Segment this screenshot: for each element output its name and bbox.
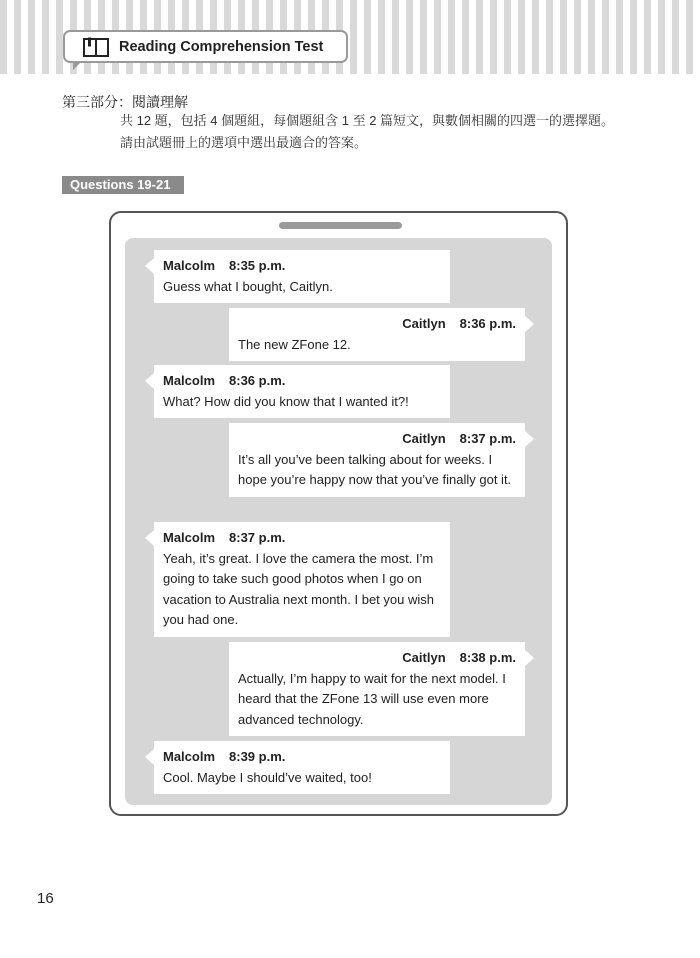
chat-message bbox=[229, 423, 525, 497]
message-sender: Malcolm bbox=[163, 373, 216, 388]
message-time: 8:36 p.m. bbox=[459, 316, 516, 331]
section-heading: 第三部分：閱讀理解 bbox=[62, 94, 188, 110]
phone-speaker bbox=[279, 222, 402, 229]
message-text: Guess what I bought, Caitlyn. bbox=[163, 278, 333, 294]
message-time: 8:39 p.m. bbox=[229, 749, 286, 764]
message-sender: Caitlyn bbox=[402, 431, 446, 446]
message-time: 8:38 p.m. bbox=[459, 650, 516, 665]
message-time: 8:37 p.m. bbox=[459, 431, 516, 446]
title-tab bbox=[63, 30, 348, 63]
message-sender: Malcolm bbox=[163, 530, 216, 545]
message-time: 8:36 p.m. bbox=[229, 373, 286, 388]
chat-message bbox=[154, 250, 450, 303]
message-text: It’s all you’ve been talking about for weeks. I hope you’re happy now that you’ve finally got it. bbox=[238, 451, 512, 487]
chat-message bbox=[154, 741, 450, 794]
chat-message bbox=[229, 642, 525, 736]
message-sender: Caitlyn bbox=[402, 650, 446, 665]
section-instructions: 共 12 題，包括 4 個題組，每個題組含 1 至 2 篇短文，與數個相關的四選一的選擇題。請由試題冊上的選項中選出最適合的答案。 bbox=[120, 113, 615, 150]
chat-message bbox=[154, 365, 450, 418]
phone-frame bbox=[109, 211, 568, 816]
message-text: Actually, I’m happy to wait for the next model. I heard that the ZFone 13 will use even more advanced technology. bbox=[238, 670, 506, 727]
test-title: Reading Comprehension Test bbox=[119, 38, 324, 55]
questions-label: Questions 19-21 bbox=[62, 176, 184, 194]
page-number: 16 bbox=[37, 890, 54, 907]
chat-screen bbox=[125, 238, 552, 805]
message-time: 8:35 p.m. bbox=[229, 258, 286, 273]
message-sender: Caitlyn bbox=[402, 316, 446, 331]
message-text: What? How did you know that I wanted it?! bbox=[163, 393, 409, 409]
message-text: Yeah, it’s great. I love the camera the most. I’m going to take such good photos when I go on vacation to Australia next month. I bet you wish you had one. bbox=[163, 550, 434, 627]
message-text: Cool. Maybe I should’ve waited, too! bbox=[163, 769, 372, 785]
message-sender: Malcolm bbox=[163, 749, 216, 764]
open-book-icon bbox=[83, 37, 109, 57]
message-time: 8:37 p.m. bbox=[229, 530, 286, 545]
chat-message bbox=[154, 522, 450, 637]
message-sender: Malcolm bbox=[163, 258, 216, 273]
message-text: The new ZFone 12. bbox=[238, 336, 351, 352]
chat-message bbox=[229, 308, 525, 361]
